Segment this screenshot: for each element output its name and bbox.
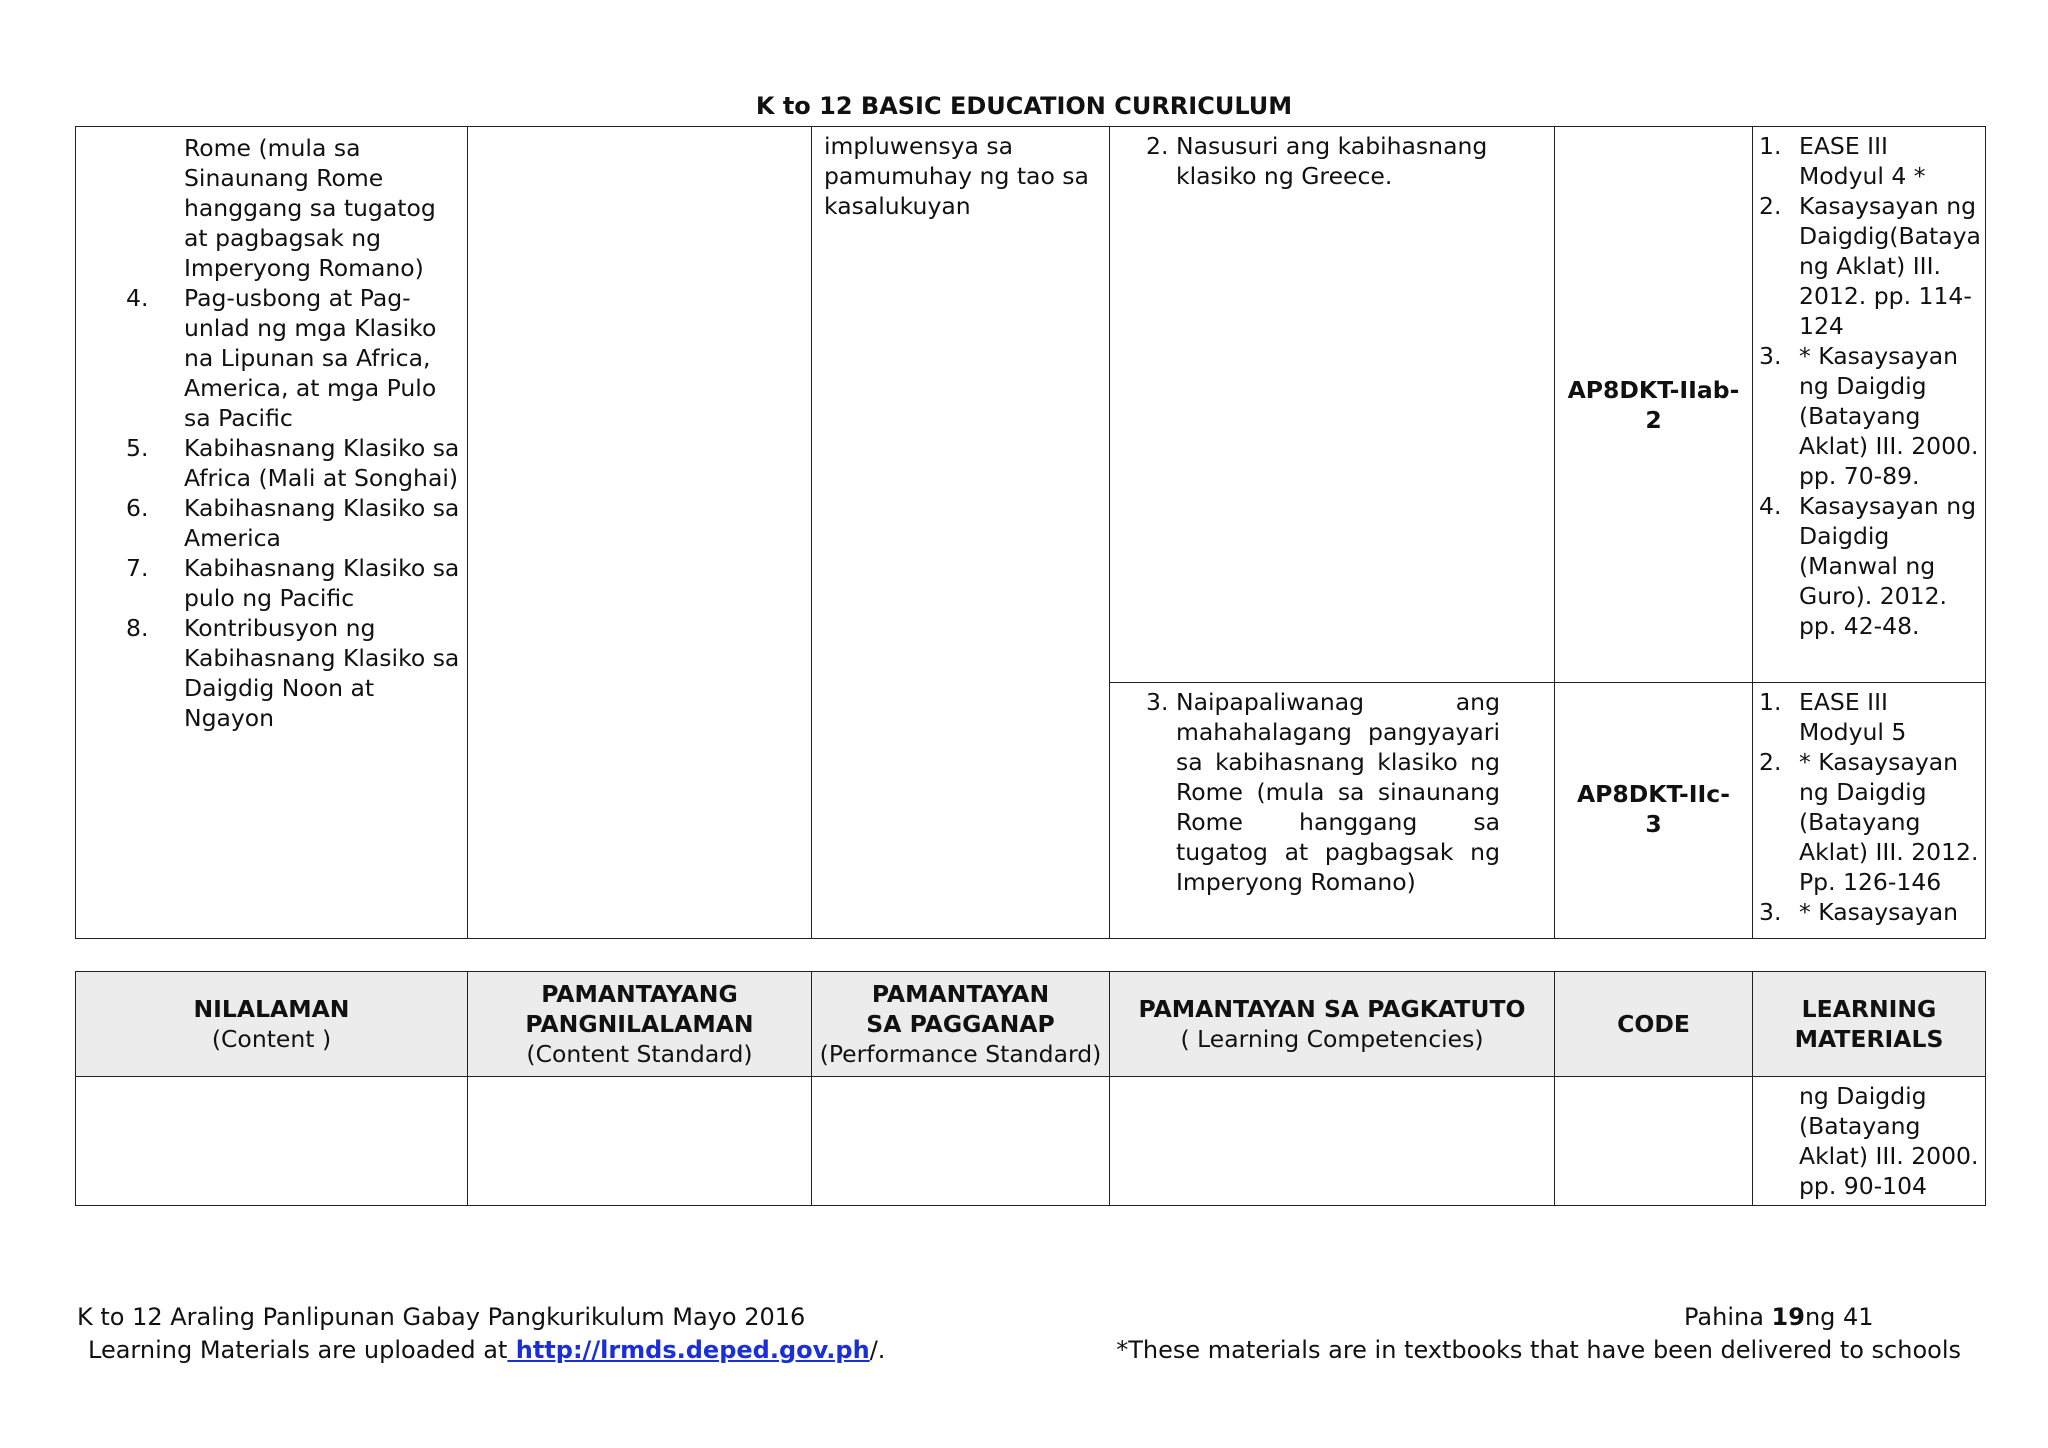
curriculum-table: [75, 126, 1986, 939]
content-cell: [76, 1077, 468, 1206]
page-header-title: K to 12 BASIC EDUCATION CURRICULUM: [755, 92, 1293, 120]
list-item: 5. Kabihasnang Klasiko sa Africa (Mali at Songhai): [126, 434, 460, 492]
list-item: 6. Kabihasnang Klasiko sa America: [126, 494, 460, 552]
header-code: CODE: [1555, 972, 1753, 1077]
content-list: [82, 283, 461, 733]
list-item: 1. EASE III Modyul 5: [1759, 688, 1907, 746]
footer-guide-title: K to 12 Araling Panlipunan Gabay Pangkurikulum Mayo 2016: [77, 1303, 806, 1331]
list-item: 3. * Kasaysayan: [1759, 898, 1959, 926]
materials-continued-text: ng Daigdig (Batayang Aklat) III. 2000. pp. 90-104: [1799, 1082, 1979, 1200]
header-materials: LEARNING MATERIALS: [1753, 972, 1986, 1077]
list-item: 4. Pag-usbong at Pag-unlad ng mga Klasiko na Lipunan sa Africa, America, at mga Pulo sa Pacific: [126, 284, 437, 432]
materials-cell: [1753, 683, 1986, 939]
materials-cell: [1753, 127, 1986, 683]
list-item: 2. * Kasaysayan ng Daigdig (Batayang Aklat) III. 2012. Pp. 126-146: [1759, 748, 1979, 896]
list-item: 3. Naipapaliwanag ang mahahalagang pangyayari sa kabihasnang klasiko ng Rome (mula sa sinaunang Rome hanggang sa tugatog at pagbagsak ng Imperyong Romano): [1146, 688, 1500, 896]
header-performance-standard: PAMANTAYAN SA PAGGANAP (Performance Standard): [812, 972, 1110, 1077]
list-item: 3. * Kasaysayan ng Daigdig (Batayang Aklat) III. 2000. pp. 70-89.: [1759, 342, 1979, 490]
code-cell: [1555, 1077, 1753, 1206]
competency-cell: [1110, 1077, 1555, 1206]
code-cell: AP8DKT-IIab-2: [1555, 127, 1753, 683]
lrmds-link[interactable]: http://lrmds.deped.gov.ph: [507, 1336, 870, 1364]
performance-standard-cell: impluwensya sa pamumuhay ng tao sa kasalukuyan: [812, 127, 1110, 939]
list-item: 8. Kontribusyon ng Kabihasnang Klasiko sa Daigdig Noon at Ngayon: [126, 614, 460, 732]
header-content: NILALAMAN (Content ): [76, 972, 468, 1077]
materials-cell: [1753, 1077, 1986, 1206]
list-item: 4. Kasaysayan ng Daigdig (Manwal ng Guro). 2012. pp. 42-48.: [1759, 492, 1977, 640]
footer-uploaded-note: Learning Materials are uploaded at http://lrmds.deped.gov.ph/.: [88, 1336, 886, 1364]
content-standard-cell: [468, 1077, 812, 1206]
code-cell: AP8DKT-IIc-3: [1555, 683, 1753, 939]
competency-cell: [1110, 683, 1555, 939]
footer-page-number: Pahina 19ng 41: [1684, 1303, 1874, 1331]
list-item: 1. EASE III Modyul 4 *: [1759, 132, 1926, 190]
content-cell: [76, 127, 468, 939]
performance-standard-cell: [812, 1077, 1110, 1206]
footer-textbooks-note: *These materials are in textbooks that have been delivered to schools: [1116, 1336, 1961, 1364]
curriculum-table-continued: [75, 971, 1986, 1206]
header-content-standard: PAMANTAYANG PANGNILALAMAN (Content Standard): [468, 972, 812, 1077]
list-item: 7. Kabihasnang Klasiko sa pulo ng Pacific: [126, 554, 460, 612]
list-item: 2. Nasusuri ang kabihasnang klasiko ng Greece.: [1146, 132, 1488, 190]
competency-cell: [1110, 127, 1555, 683]
content-standard-cell: [468, 127, 812, 939]
header-competencies: PAMANTAYAN SA PAGKATUTO ( Learning Competencies): [1110, 972, 1555, 1077]
list-item: 2. Kasaysayan ng Daigdig(Bataya ng Aklat) III. 2012. pp. 114-124: [1759, 192, 1981, 340]
content-continued-text: Rome (mula sa Sinaunang Rome hanggang sa tugatog at pagbagsak ng Imperyong Romano): [184, 134, 436, 282]
